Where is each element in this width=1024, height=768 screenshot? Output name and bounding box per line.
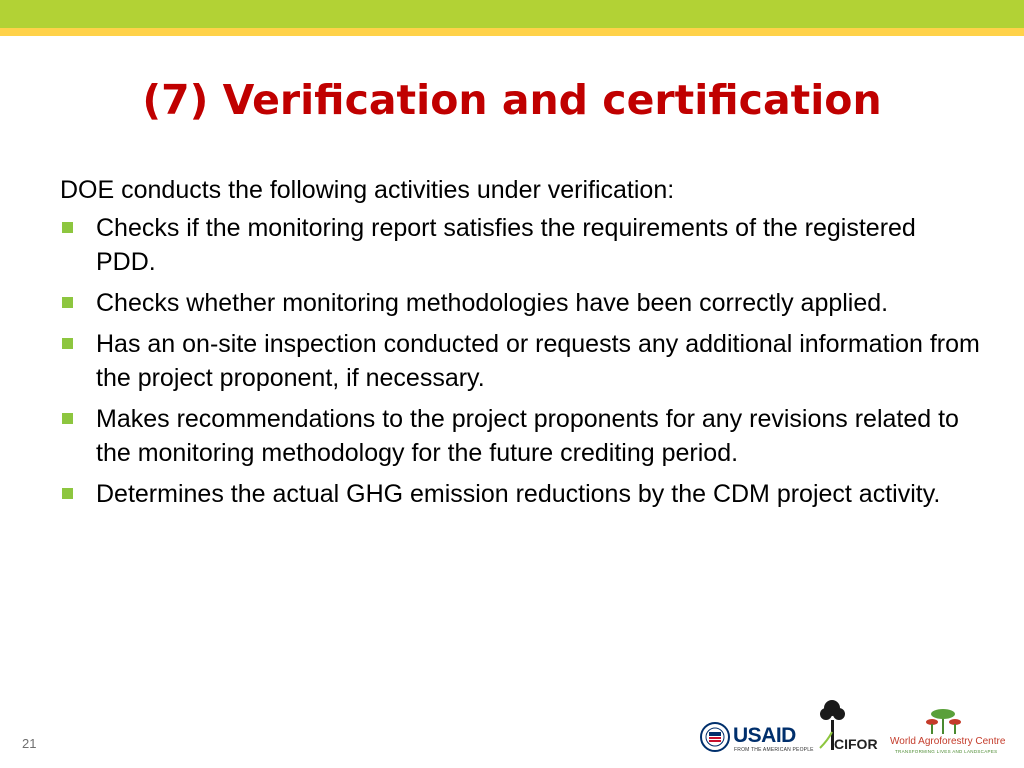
bullet-text: Makes recommendations to the project proponents for any revisions related to the monitoring methodology for the future crediting period. [96,405,959,467]
usaid-tagline: FROM THE AMERICAN PEOPLE [734,747,814,753]
top-bar-green [0,0,1024,28]
list-item [60,402,980,470]
cifor-logo-text: CIFOR [834,736,878,752]
square-bullet-icon [62,297,73,308]
bullet-text: Determines the actual GHG emission reductions by the CDM project activity. [96,480,941,508]
bullet-text: Checks if the monitoring report satisfies the requirements of the registered PDD. [96,214,916,276]
page-number: 21 [22,736,37,751]
icraf-logo-text: World Agroforestry Centre [890,736,1006,747]
bullet-text: Has an on-site inspection conducted or requests any additional information from the project proponent, if necessary. [96,330,980,392]
list-item [60,477,980,511]
slide-content [60,173,980,518]
usaid-seal-icon [700,722,730,752]
square-bullet-icon [62,488,73,499]
bullet-text: Checks whether monitoring methodologies have been correctly applied. [96,289,889,317]
intro-text: DOE conducts the following activities under verification: [60,176,675,204]
list-item [60,286,980,320]
icraf-tagline: TRANSFORMING LIVES AND LANDSCAPES [895,749,998,754]
top-bar-yellow [0,28,1024,36]
slide-title: (7) Verification and certification [142,76,882,124]
list-item [60,211,980,279]
partner-logos [700,692,1020,762]
square-bullet-icon [62,222,73,233]
square-bullet-icon [62,413,73,424]
bullet-list [60,211,980,511]
icraf-trees-icon [924,706,964,734]
list-item [60,327,980,395]
square-bullet-icon [62,338,73,349]
usaid-logo-text: USAID [733,724,796,747]
